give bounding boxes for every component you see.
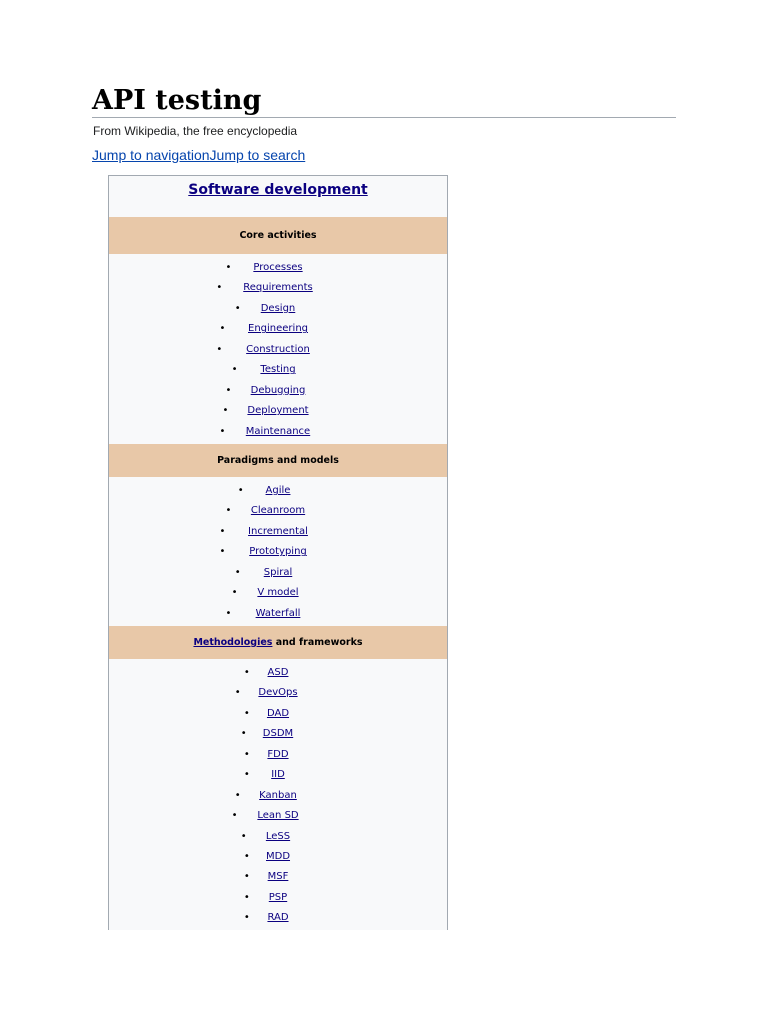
bullet-icon: • <box>243 850 250 862</box>
navbox-item-link[interactable]: Requirements <box>243 282 313 294</box>
navbox-item-link[interactable]: RAD <box>267 912 289 924</box>
navbox-item <box>109 745 447 765</box>
navbox-item-link[interactable]: Debugging <box>250 384 306 396</box>
bullet-icon: • <box>222 405 229 417</box>
navbox-item <box>109 319 447 339</box>
navbox-item <box>109 522 447 542</box>
bullet-icon: • <box>225 384 232 396</box>
bullet-icon: • <box>225 505 232 517</box>
navbox-item-link[interactable]: DAD <box>266 707 290 719</box>
navbox-item-link[interactable]: Lean SD <box>257 810 299 822</box>
bullet-icon: • <box>243 912 250 924</box>
navbox-item <box>109 583 447 603</box>
navbox-item-link[interactable]: FDD <box>267 748 289 760</box>
navbox-title-link[interactable]: Software development <box>188 182 368 198</box>
navbox-item-link[interactable]: Deployment <box>247 405 309 417</box>
navbox-item <box>109 888 447 908</box>
navbox-item-link[interactable]: Design <box>260 302 296 314</box>
bullet-icon: • <box>240 830 247 842</box>
bullet-icon: • <box>240 728 247 740</box>
jump-to-navigation-link[interactable]: Jump to navigation <box>92 147 210 163</box>
navbox-item <box>109 867 447 887</box>
section-header-methodologies <box>109 626 447 659</box>
navbox-item-link[interactable]: DSDM <box>262 728 294 740</box>
navbox-item-link[interactable]: Waterfall <box>255 607 301 619</box>
paradigms-list <box>109 481 447 624</box>
bullet-icon: • <box>243 667 250 678</box>
navbox-item-link[interactable]: Testing <box>260 364 296 376</box>
jump-links <box>92 146 305 164</box>
navbox-item <box>109 604 447 624</box>
bullet-icon: • <box>225 607 232 619</box>
bullet-icon: • <box>231 364 238 376</box>
navbox-item <box>109 724 447 744</box>
navbox-item-link[interactable]: DevOps <box>258 687 298 699</box>
navbox-item-link[interactable]: Incremental <box>248 525 308 537</box>
section-header-paradigms <box>109 444 447 477</box>
navbox-item-link[interactable]: LeSS <box>265 830 291 842</box>
bullet-icon: • <box>243 769 250 781</box>
bullet-icon: • <box>216 282 223 294</box>
section-header-text: and frameworks <box>272 637 363 648</box>
section-header-text: Core activities <box>239 230 317 241</box>
bullet-icon: • <box>219 425 226 437</box>
bullet-icon: • <box>219 525 226 537</box>
navbox-item <box>109 563 447 583</box>
bullet-icon: • <box>243 891 250 903</box>
navbox-item <box>109 847 447 867</box>
bullet-icon: • <box>234 302 241 314</box>
navbox-item-link[interactable]: Processes <box>253 262 303 273</box>
navbox-item-link[interactable]: Engineering <box>248 323 308 335</box>
bullet-icon: • <box>234 566 241 578</box>
navbox-item <box>109 299 447 319</box>
navbox-item <box>109 422 447 442</box>
bullet-icon: • <box>237 485 244 496</box>
navbox-item-link[interactable]: Kanban <box>259 789 297 801</box>
title-divider <box>92 117 676 118</box>
bullet-icon: • <box>234 789 241 801</box>
navbox-item <box>109 381 447 401</box>
navbox-item-link[interactable]: V model <box>257 587 299 599</box>
navbox-item <box>109 360 447 380</box>
page-title: API testing <box>92 85 262 116</box>
software-development-navbox <box>108 175 448 930</box>
section-header-text: Paradigms and models <box>217 455 339 466</box>
section-header-core-activities <box>109 217 447 254</box>
methodologies-list <box>109 663 447 929</box>
navbox-item-link[interactable]: Construction <box>246 343 310 355</box>
navbox-item-link[interactable]: Spiral <box>263 566 293 578</box>
bullet-icon: • <box>243 707 250 719</box>
navbox-item-link[interactable]: MDD <box>265 850 291 862</box>
navbox-item-link[interactable]: IID <box>271 769 285 781</box>
bullet-icon: • <box>231 587 238 599</box>
jump-to-search-link[interactable]: Jump to search <box>209 147 306 163</box>
navbox-item <box>109 258 447 278</box>
site-tagline: From Wikipedia, the free encyclopedia <box>93 124 298 138</box>
navbox-item-link[interactable]: Prototyping <box>249 546 307 558</box>
navbox-item <box>109 683 447 703</box>
bullet-icon: • <box>243 748 250 760</box>
navbox-item <box>109 827 447 847</box>
bullet-icon: • <box>219 323 226 335</box>
bullet-icon: • <box>231 810 238 822</box>
navbox-item <box>109 704 447 724</box>
bullet-icon: • <box>219 546 226 558</box>
navbox-item <box>109 340 447 360</box>
navbox-item <box>109 481 447 501</box>
navbox-item <box>109 542 447 562</box>
navbox-item <box>109 401 447 421</box>
navbox-item-link[interactable]: ASD <box>267 667 289 678</box>
methodologies-link[interactable]: Methodologies <box>193 637 273 648</box>
bullet-icon: • <box>243 871 250 883</box>
bullet-icon: • <box>225 262 232 273</box>
navbox-item <box>109 908 447 928</box>
bullet-icon: • <box>216 343 223 355</box>
navbox-item <box>109 765 447 785</box>
navbox-item-link[interactable]: Maintenance <box>245 425 311 437</box>
navbox-item <box>109 663 447 683</box>
navbox-item <box>109 786 447 806</box>
navbox-item <box>109 806 447 826</box>
bullet-icon: • <box>234 687 241 699</box>
navbox-item <box>109 501 447 521</box>
navbox-item-link[interactable]: Agile <box>265 485 291 496</box>
navbox-title <box>109 180 447 200</box>
navbox-item <box>109 278 447 298</box>
navbox-item-link[interactable]: MSF <box>267 871 289 883</box>
navbox-item-link[interactable]: PSP <box>268 891 288 903</box>
navbox-item-link[interactable]: Cleanroom <box>250 505 306 517</box>
core-activities-list <box>109 258 447 442</box>
